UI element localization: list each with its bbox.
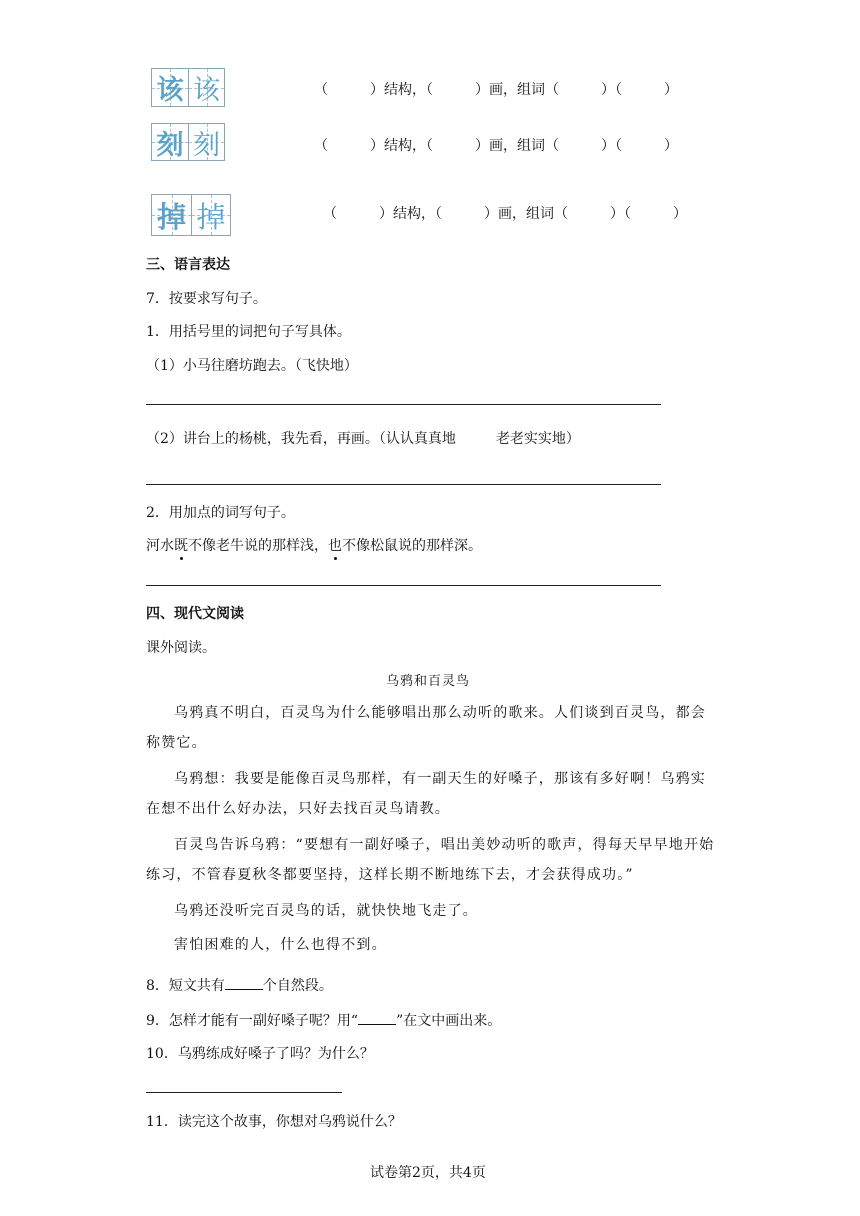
answer-line[interactable] [146,404,661,405]
example-sentence: 河水既不像老牛说的那样浅，也不像松鼠说的那样深。 [146,538,482,554]
char-question-row-1: （ ）结构，（ ）画，组词（ ）（ ） [314,82,678,98]
story-paragraph: 乌鸦想：我要是能像百灵鸟那样，有一副天生的好嗓子，那该有多好啊！乌鸦实在想不出什么好办法，只好去找百灵鸟请教。 [146,771,706,817]
answer-line[interactable] [146,1092,342,1093]
question-8: 8．短文共有 个自然段。 [146,978,333,994]
char-box-ke [151,123,225,161]
answer-line[interactable] [146,484,661,485]
question-10: 10．乌鸦练成好嗓子了吗？为什么？ [146,1046,374,1062]
fill-blank[interactable] [358,1012,396,1025]
reading-intro: 课外阅读。 [146,640,216,656]
item-1: （1）小马往磨坊跑去。（飞快地） [146,358,358,374]
sub-question-1: 1．用括号里的词把句子写具体。 [146,324,351,340]
char-cell-bold: 刻 [152,124,188,160]
story-body [146,698,718,960]
story-title: 乌鸦和百灵鸟 [386,674,471,689]
story-paragraph: 乌鸦真不明白，百灵鸟为什么能够唱出那么动听的歌来。人们谈到百灵鸟，都会称赞它。 [146,705,706,751]
question-11: 11．读完这个故事，你想对乌鸦说什么？ [146,1114,402,1130]
char-cell-bold: 该 [152,69,188,106]
char-question-row-2: （ ）结构，（ ）画，组词（ ）（ ） [314,138,678,154]
char-cell-regular: 刻 [188,124,224,160]
section-heading-language: 三、语言表达 [146,257,230,273]
char-question-row-3: （ ）结构，（ ）画，组词（ ）（ ） [323,206,687,222]
item-2: （2）讲台上的杨桃，我先看，再画。（认认真真地 老老实实地） [146,431,580,447]
char-box-gai [151,68,225,107]
page-footer: 试卷第2页，共4页 [370,1165,486,1181]
dotted-word: 也 [328,538,342,554]
answer-line[interactable] [146,585,661,586]
dotted-word: 既 [174,538,188,554]
section-heading-reading: 四、现代文阅读 [146,606,244,622]
char-box-diao [151,194,231,236]
fill-blank[interactable] [225,977,263,990]
sub-question-2: 2．用加点的词写句子。 [146,505,295,521]
char-cell-regular: 该 [188,69,224,106]
question-7: 7．按要求写句子。 [146,291,267,307]
story-paragraph: 百灵鸟告诉乌鸦：“要想有一副好嗓子，唱出美妙动听的歌声，得每天早早地开始练习，不管春夏秋冬都要坚持，这样长期不断地练下去，才会获得成功。” [146,837,715,883]
story-paragraph: 乌鸦还没听完百灵鸟的话，就快快地飞走了。 [174,903,478,919]
char-cell-regular: 掉 [191,195,230,235]
question-9: 9．怎样才能有一副好嗓子呢？用“ ”在文中画出来。 [146,1013,502,1029]
char-cell-bold: 掉 [152,195,191,235]
story-paragraph: 害怕困难的人，什么也得不到。 [174,937,387,953]
